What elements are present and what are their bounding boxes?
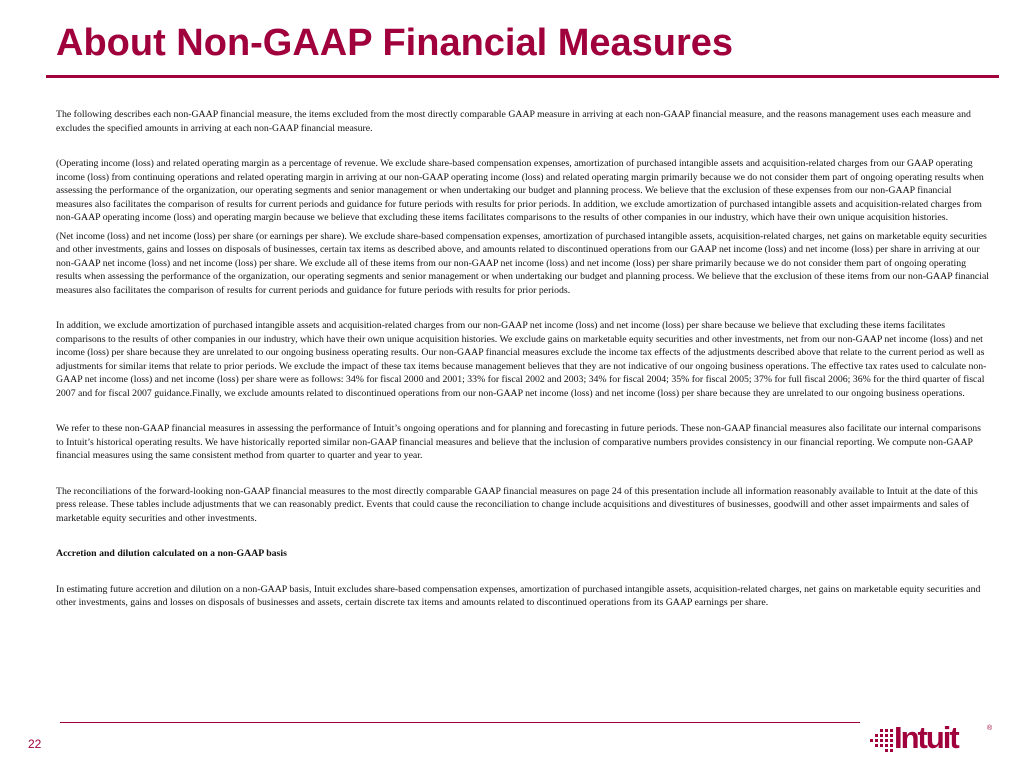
- footer-divider: [60, 722, 860, 723]
- accretion-paragraph: In estimating future accretion and dilution on a non-GAAP basis, Intuit excludes share-based compensation expenses, amortization of purchased intangible assets, acquisition-related charges, net gains on marketable equity securities and other investments, gains and losses on disposals of businesses and assets, certain discrete tax items and amounts related to discontinued operations from its GAAP earnings per share.: [56, 583, 981, 608]
- net-income-paragraph: (Net income (loss) and net income (loss) per share (or earnings per share). We exclude share-based compensation expenses, amortization of purchased intangible assets, acquisition-related charges, net gains on marketable equity securities and other investments, gains and losses on disposals of businesses, certain tax items as described above, and amounts related to discontinued operations from our GAAP net income (loss) and net income (loss) per share in arriving at our non-GAAP net income (loss) and net income (loss) per share. We exclude all of these items from our non-GAAP net income (loss) and net income (loss) per share primarily because we do not consider them part of ongoing operating results when assessing the performance of the organization, our operating segments and senior management or when undertaking our budget and planning process. We believe that the exclusion of these items from our non-GAAP financial measures also facilitates the comparison of results for current periods and guidance for future periods with results for prior periods.: [56, 230, 990, 296]
- additional-exclusions-paragraph: In addition, we exclude amortization of purchased intangible assets and acquisition-related charges from our non-GAAP net income (loss) and net income (loss) per share because we believe that excluding these items facilitates comparisons to the results of other companies in our industry, which have their own unique acquisition histories. We exclude gains on marketable equity securities and other investments, net from our non-GAAP net income (loss) and net income (loss) per share because they are unrelated to our ongoing business operating results. Our non-GAAP financial measures exclude the income tax effects of the adjustments described above that relate to the current period as well as adjustments for similar items that relate to prior periods. We exclude the impact of these tax items because management believes that they are not indicative of our ongoing business operations. The effective tax rates used to calculate non-GAAP net income (loss) and net income (loss) per share were as follows: 34% for fiscal 2000 and 2001; 33% for fiscal 2002 and 2003; 34% for fiscal 2004; 35% for fiscal 2005; 37% for full fiscal 2006; 36% for the third quarter of fiscal 2007 and for fiscal 2007 guidance.Finally, we exclude amounts related to discontinued operations from our non-GAAP net income (loss) and net income (loss) per share because they are unrelated to our ongoing business operations.: [56, 320, 987, 399]
- page-title: About Non-GAAP Financial Measures: [56, 22, 734, 64]
- logo-wordmark: Intuit: [894, 720, 958, 755]
- page-number: 22: [28, 737, 42, 751]
- intro-paragraph: The following describes each non-GAAP financial measure, the items excluded from the most directly comparable GAAP measure in arriving at each non-GAAP financial measure, and the reasons management uses each measure and excludes the specified amounts in arriving at each non-GAAP financial measure.: [56, 109, 971, 134]
- operating-income-paragraph: (Operating income (loss) and related operating margin as a percentage of revenue. We exclude share-based compensation expenses, amortization of purchased intangible assets and acquisition-related charges from our GAAP operating income (loss) from continuing operations and related operating margin in arriving at our non-GAAP operating income (loss) and related operating margin primarily because we do not consider them part of ongoing operating results when assessing the performance of the organization, our operating segments and senior management or when undertaking our budget and planning process. We believe that the exclusion of these expenses from our non-GAAP financial measures also facilitates the comparison of results for current periods and guidance for future periods with results for prior periods. In addition, we exclude amortization of purchased intangible assets and acquisition-related charges from non-GAAP operating income (loss) and operating margin because we believe that excluding these items facilitates comparisons to the results of other companies in our industry, which have their own unique acquisition histories.: [56, 158, 984, 223]
- intuit-logo: [866, 720, 994, 755]
- body-text: [56, 108, 990, 610]
- intuit-dots-logo-icon: [866, 727, 896, 753]
- registered-mark: ®: [987, 725, 993, 732]
- accretion-heading: Accretion and dilution calculated on a non-GAAP basis: [56, 548, 287, 559]
- reconciliation-paragraph: The reconciliations of the forward-looking non-GAAP financial measures to the most directly comparable GAAP financial measures on page 24 of this presentation include all information reasonably available to Intuit at the date of this press release. These tables include adjustments that we can reasonably predict. Events that could cause the reconciliation to change include acquisitions and divestitures of businesses, goodwill and other asset impairments and sales of marketable equity securities and other investments.: [56, 485, 978, 524]
- usage-paragraph: We refer to these non-GAAP financial measures in assessing the performance of Intuit’s ongoing operations and for planning and forecasting in future periods. These non-GAAP financial measures also facilitate our internal comparisons to Intuit’s historical operating results. We have historically reported similar non-GAAP financial measures and believe that the inclusion of comparative numbers provides consistency in our financial reporting. We compute non-GAAP financial measures using the same consistent method from quarter to quarter and year to year.: [56, 423, 981, 461]
- title-divider: [46, 75, 999, 78]
